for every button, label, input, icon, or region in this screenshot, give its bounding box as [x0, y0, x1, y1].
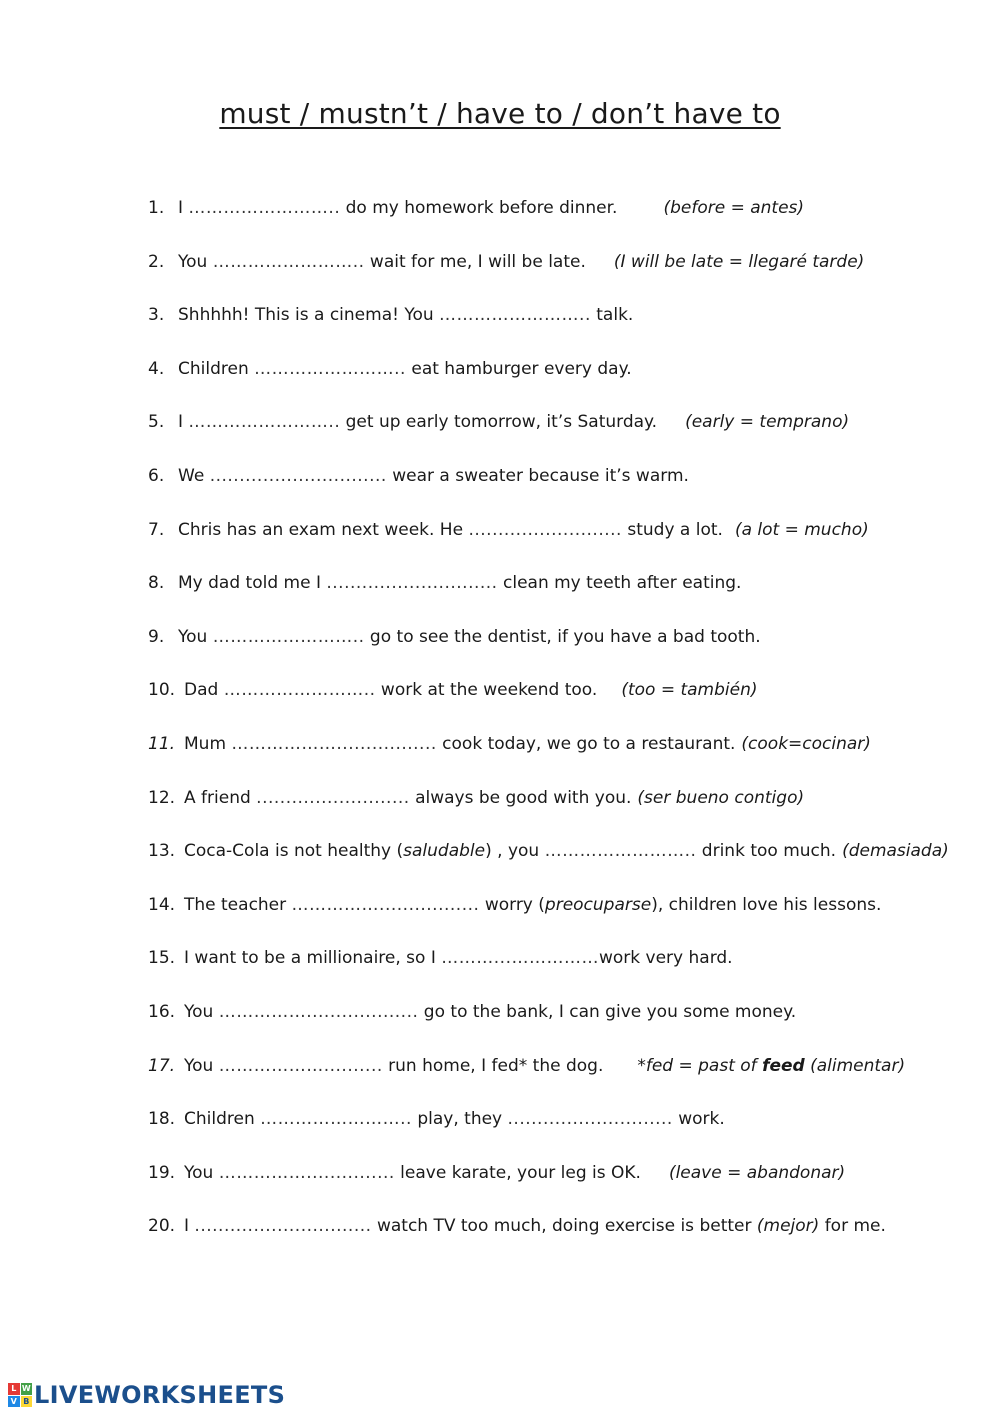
- blank-gap: ……………………..: [223, 680, 376, 700]
- translation-note: (I will be late = llegaré tarde): [613, 252, 865, 272]
- translation-note: (early = temprano): [685, 412, 850, 432]
- translation-note: (leave = abandonar): [668, 1163, 846, 1183]
- sentence-text: leave karate, your leg is OK.: [394, 1163, 641, 1183]
- exercise-1: [148, 197, 804, 219]
- brand-logo[interactable]: [8, 1382, 285, 1408]
- sentence-text: always be good with you.: [409, 788, 632, 808]
- blank-gap: ……………...............: [218, 1163, 395, 1183]
- translation-note: (before = antes): [663, 198, 805, 218]
- sentence-text: play, they: [411, 1109, 508, 1129]
- translation-note: (mejor): [756, 1216, 820, 1236]
- exercise-number: 4.: [148, 359, 165, 379]
- blank-gap: ……………………..: [188, 198, 341, 218]
- sentence-text: Children: [178, 359, 255, 379]
- exercise-13: [148, 840, 949, 862]
- sentence-text: Children: [184, 1109, 261, 1129]
- blank-gap: ……………………..: [439, 305, 591, 325]
- exercise-11: [148, 733, 871, 755]
- translation-note: (alimentar): [804, 1056, 906, 1076]
- exercise-6: [148, 465, 689, 487]
- sentence-text: Chris has an exam next week. He: [178, 520, 469, 540]
- sentence-text: Shhhhh! This is a cinema! You: [178, 305, 440, 325]
- sentence-text: ), children love his lessons.: [651, 895, 882, 915]
- sentence-text: I: [178, 412, 189, 432]
- sentence-text: go to the bank, I can give you some money.: [418, 1002, 797, 1022]
- blank-gap: ……………………..: [260, 1109, 412, 1129]
- sentence-text: Dad: [184, 680, 224, 700]
- sentence-text: You: [178, 252, 213, 272]
- sentence-text: I want to be a millionaire, so I: [184, 948, 442, 968]
- sentence-text: We: [178, 466, 210, 486]
- exercise-number: 6.: [148, 466, 165, 486]
- sentence-text: work.: [672, 1109, 725, 1129]
- blank-gap: ………………..........: [218, 1056, 383, 1076]
- exercise-20: [148, 1215, 886, 1237]
- exercise-19: [148, 1162, 845, 1184]
- exercise-5: [148, 411, 849, 433]
- exercise-number: 3.: [148, 305, 165, 325]
- exercise-10: [148, 679, 758, 701]
- exercise-number: 17.: [148, 1056, 176, 1076]
- exercise-3: [148, 304, 633, 326]
- exercise-number: 12.: [148, 788, 176, 808]
- sentence-text: worry (: [479, 895, 545, 915]
- sentence-text: Coca-Cola is not healthy (: [184, 841, 404, 861]
- blank-gap: ..............................: [194, 1216, 372, 1236]
- translation-note: (too = también): [621, 680, 758, 700]
- sentence-text: wait for me, I will be late.: [364, 252, 586, 272]
- sentence-text: work at the weekend too.: [375, 680, 598, 700]
- translation-note: (a lot = mucho): [734, 520, 869, 540]
- sentence-text: ) , you: [485, 841, 545, 861]
- sentence-text: You: [184, 1056, 219, 1076]
- exercise-number: 11.: [148, 734, 176, 754]
- page-title: must / mustn’t / have to / don’t have to: [219, 97, 781, 130]
- exercise-15: [148, 947, 733, 969]
- sentence-text: run home, I fed* the dog.: [382, 1056, 604, 1076]
- blank-gap: ………...……………: [441, 948, 599, 968]
- exercise-number: 14.: [148, 895, 176, 915]
- sentence-text: You: [178, 627, 213, 647]
- blank-gap: ……………………..: [188, 412, 341, 432]
- exercise-number: 5.: [148, 412, 165, 432]
- sentence-text: *: [637, 1056, 646, 1076]
- exercise-number: 13.: [148, 841, 176, 861]
- sentence-text: get up early tomorrow, it’s Saturday.: [340, 412, 658, 432]
- exercise-18: [148, 1108, 725, 1130]
- blank-gap: .............................: [326, 573, 498, 593]
- exercise-9: [148, 626, 761, 648]
- blank-gap: ..........................: [468, 520, 622, 540]
- sentence-text: watch TV too much, doing exercise is better: [371, 1216, 757, 1236]
- logo-letter: V: [8, 1396, 20, 1408]
- sentence-text: A friend: [184, 788, 257, 808]
- exercise-number: 1.: [148, 198, 165, 218]
- sentence-text: do my homework before dinner.: [340, 198, 618, 218]
- blank-gap: ……………………..: [254, 359, 406, 379]
- blank-gap: …………….................: [291, 895, 480, 915]
- sentence-text: go to see the dentist, if you have a bad tooth.: [364, 627, 761, 647]
- exercise-8: [148, 572, 741, 594]
- exercise-2: [148, 251, 864, 273]
- exercise-7: [148, 519, 869, 541]
- blank-gap: ……………………..: [212, 627, 365, 647]
- sentence-text: clean my teeth after eating.: [497, 573, 742, 593]
- brand-name: LIVEWORKSHEETS: [34, 1381, 286, 1409]
- blank-gap: ……………………..: [544, 841, 697, 861]
- sentence-text: You: [184, 1002, 219, 1022]
- exercise-12: [148, 787, 804, 809]
- sentence-text: wear a sweater because it’s warm.: [386, 466, 689, 486]
- sentence-text: I: [184, 1216, 195, 1236]
- exercise-number: 7.: [148, 520, 165, 540]
- sentence-text: eat hamburger every day.: [405, 359, 632, 379]
- sentence-text: cook today, we go to a restaurant.: [436, 734, 736, 754]
- blank-gap: ……………….................: [231, 734, 437, 754]
- exercise-number: 9.: [148, 627, 165, 647]
- translation-note: (cook=cocinar): [741, 734, 871, 754]
- exercise-number: 16.: [148, 1002, 176, 1022]
- exercise-17: [148, 1055, 905, 1077]
- sentence-text: Mum: [184, 734, 232, 754]
- translation-note: (ser bueno contigo): [637, 788, 805, 808]
- exercise-number: 10.: [148, 680, 176, 700]
- exercise-number: 15.: [148, 948, 176, 968]
- sentence-text: drink too much.: [696, 841, 837, 861]
- blank-gap: ……………………..: [212, 252, 365, 272]
- sentence-text: You: [184, 1163, 219, 1183]
- exercise-16: [148, 1001, 796, 1023]
- translation-note: fed = past of: [645, 1056, 763, 1076]
- logo-letter: W: [21, 1384, 31, 1394]
- exercise-number: 19.: [148, 1163, 176, 1183]
- sentence-text: study a lot.: [621, 520, 723, 540]
- translation-note: (demasiada): [842, 841, 949, 861]
- exercise-number: 8.: [148, 573, 165, 593]
- logo-letter: L: [8, 1383, 20, 1395]
- blank-gap: ............................: [507, 1109, 673, 1129]
- blank-gap: ..........................: [256, 788, 410, 808]
- sentence-text: talk.: [590, 305, 634, 325]
- sentence-text: for me.: [819, 1216, 886, 1236]
- exercise-number: 2.: [148, 252, 165, 272]
- exercise-4: [148, 358, 632, 380]
- exercise-number: 18.: [148, 1109, 176, 1129]
- translation-hint: saludable: [403, 841, 486, 861]
- blank-gap: ……………...................: [218, 1002, 419, 1022]
- exercise-number: 20.: [148, 1216, 176, 1236]
- blank-gap: ..............................: [209, 466, 387, 486]
- translation-hint: preocuparse: [544, 895, 652, 915]
- logo-letter: B: [21, 1396, 33, 1408]
- sentence-text: The teacher: [184, 895, 292, 915]
- emphasis-word: feed: [762, 1056, 805, 1076]
- sentence-text: My dad told me I: [178, 573, 327, 593]
- sentence-text: work very hard.: [598, 948, 733, 968]
- exercise-14: [148, 894, 881, 916]
- liveworksheets-logo-icon: [8, 1383, 32, 1407]
- sentence-text: I: [178, 198, 189, 218]
